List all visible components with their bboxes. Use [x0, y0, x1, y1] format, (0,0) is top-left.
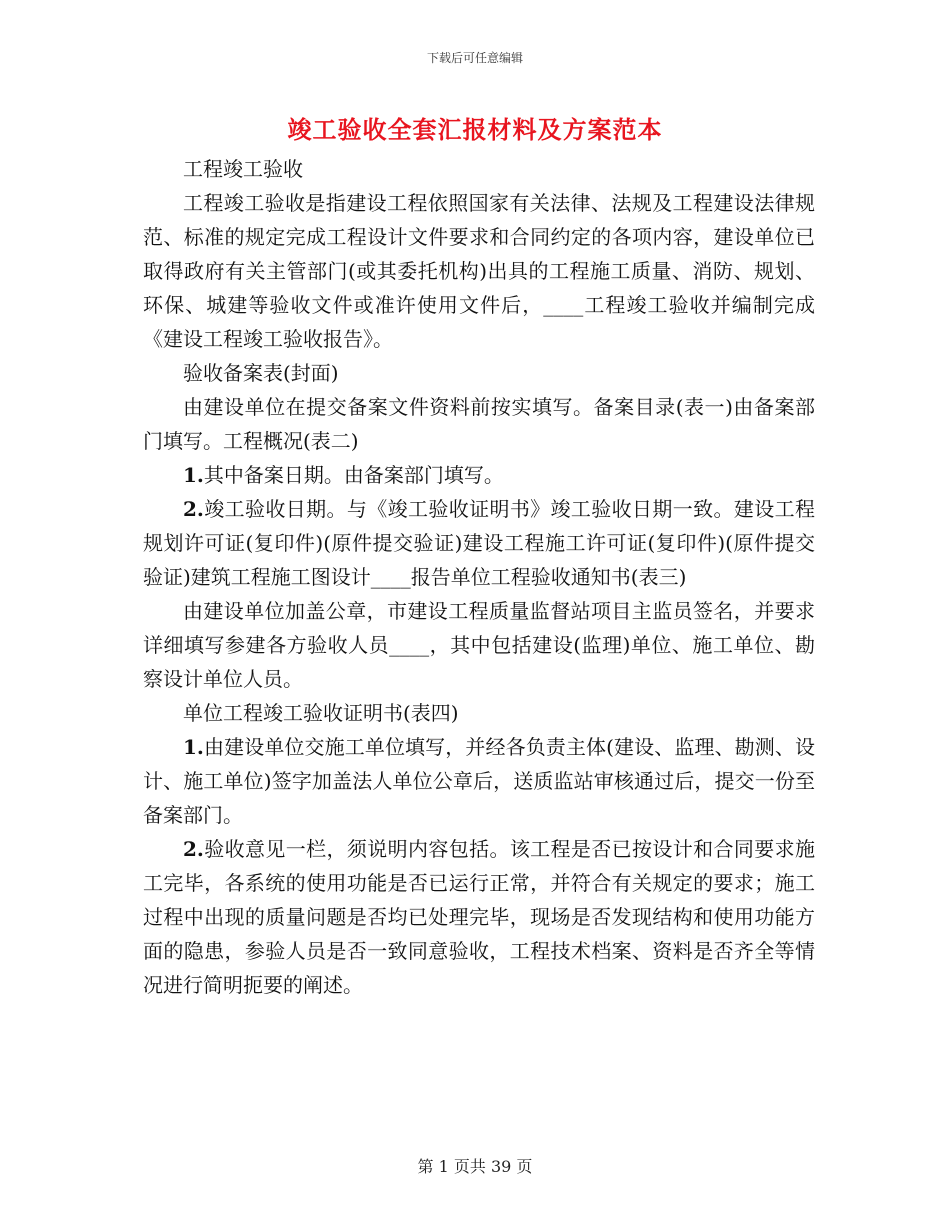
- paragraph-item-completion-date: [143, 492, 815, 594]
- paragraph-project-acceptance-heading: [143, 152, 815, 186]
- paragraph-text: 单位工程竣工验收证明书(表四): [183, 701, 459, 725]
- paragraph-text: 由建设单位在提交备案文件资料前按实填写。备案目录(表一)由备案部门填写。工程概况(表二): [143, 395, 815, 453]
- paragraph-number: 2.: [183, 837, 204, 861]
- paragraph-number: 2.: [183, 497, 204, 521]
- paragraph-record-form-cover: [143, 356, 815, 390]
- paragraph-text: 其中备案日期。由备案部门填写。: [203, 463, 504, 487]
- document-title: 竣工验收全套汇报材料及方案范本: [287, 115, 663, 144]
- paragraph-seal-signature: [143, 594, 815, 696]
- paragraph-acceptance-definition: [143, 186, 815, 356]
- paragraph-number: 1.: [183, 735, 204, 759]
- document-body: [143, 152, 815, 1002]
- paragraph-item-record-date: [143, 458, 815, 492]
- paragraph-item-acceptance-opinion: [143, 832, 815, 1002]
- paragraph-fill-instructions: [143, 390, 815, 458]
- paragraph-text: 由建设单位加盖公章，市建设工程质量监督站项目主监员签名，并要求详细填写参建各方验收人员____，其中包括建设(监理)单位、施工单位、勘察设计单位人员。: [143, 599, 815, 691]
- paragraph-text: 验收意见一栏，须说明内容包括。该工程是否已按设计和合同要求施工完毕，各系统的使用功能是否已运行正常，并符合有关规定的要求；施工过程中出现的质量问题是否均已处理完毕，现场是否发现结构和使用功能方面的隐患，参验人员是否一致同意验收，工程技术档案、资料是否齐全等情况进行简明扼要的阐述。: [143, 837, 815, 997]
- paragraph-text: 由建设单位交施工单位填写，并经各负责主体(建设、监理、勘测、设计、施工单位)签字加盖法人单位公章后，送质监站审核通过后，提交一份至备案部门。: [143, 735, 815, 827]
- paragraph-text: 验收备案表(封面): [183, 361, 339, 385]
- paragraph-number: 1.: [183, 463, 204, 487]
- page-footer-number: 第 1 页共 39 页: [417, 1157, 533, 1176]
- page-header-note: 下载后可任意编辑: [426, 51, 523, 65]
- paragraph-certificate-table-four: [143, 696, 815, 730]
- paragraph-text: 工程竣工验收是指建设工程依照国家有关法律、法规及工程建设法律规范、标准的规定完成工程设计文件要求和合同约定的各项内容，建设单位已取得政府有关主管部门(或其委托机构)出具的工程施工质量、消防、规划、环保、城建等验收文件或准许使用文件后，____工程竣工验收并编制完成《建设工程竣工验收报告》。: [143, 191, 815, 351]
- paragraph-text: 工程竣工验收: [183, 157, 303, 181]
- paragraph-text: 竣工验收日期。与《竣工验收证明书》竣工验收日期一致。建设工程规划许可证(复印件)(原件提交验证)建设工程施工许可证(复印件)(原件提交验证)建筑工程施工图设计____报告单位工程验收通知书(表三): [143, 497, 815, 589]
- paragraph-item-construction-fill: [143, 730, 815, 832]
